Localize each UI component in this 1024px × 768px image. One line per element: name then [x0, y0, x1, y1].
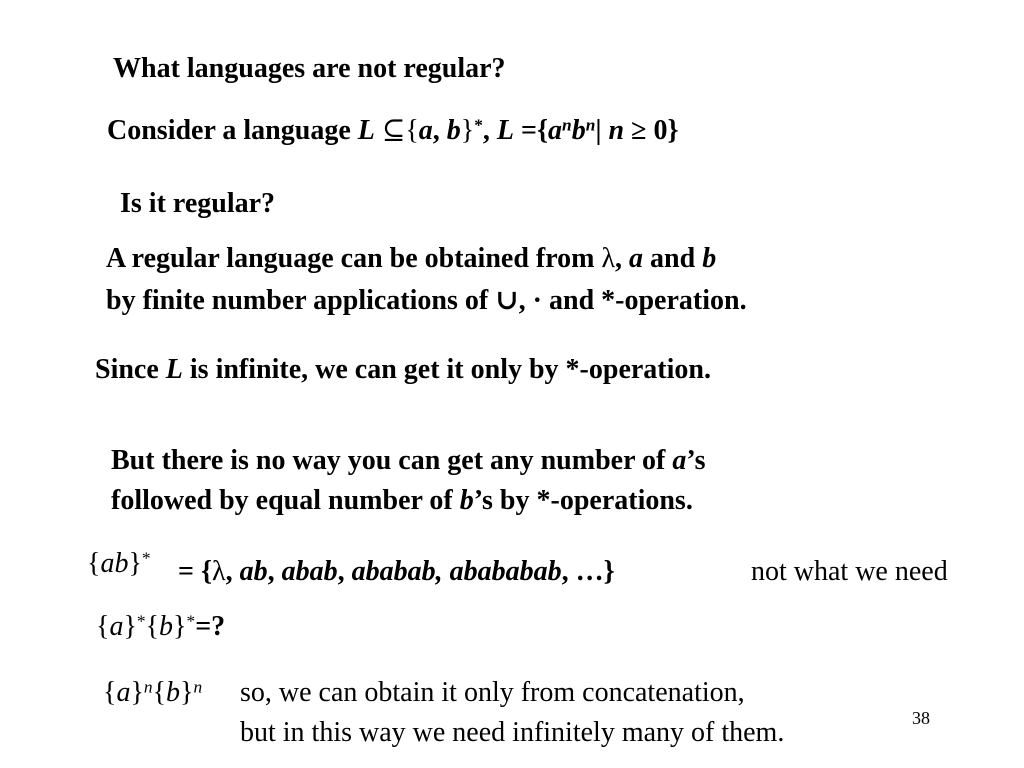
separator: , — [482, 115, 497, 146]
since-line — [95, 356, 711, 384]
kleene-star: * — [141, 548, 151, 568]
symbol-b: b — [446, 115, 461, 146]
variable-n: n — [608, 115, 625, 146]
concatenation-line-1: so, we can obtain it only from concatenation, — [240, 677, 745, 708]
symbol-a: a — [418, 115, 433, 146]
a-n-b-n-expression — [103, 679, 202, 707]
kleene-star: * — [474, 115, 483, 135]
comma: , — [337, 556, 352, 587]
brace-close: } — [130, 677, 144, 708]
exponent-n: n — [143, 677, 153, 697]
symbol-a: a — [672, 445, 687, 476]
question-line: Is it regular? — [120, 188, 276, 219]
kleene-star: * — [186, 611, 196, 631]
such-that-bar: | — [595, 115, 609, 146]
lambda-symbol: λ — [601, 243, 616, 274]
symbol-b: b — [159, 611, 174, 642]
brace-open: { — [152, 677, 167, 708]
symbol-a: a — [629, 243, 644, 274]
slide-title: What languages are not regular? — [113, 53, 506, 84]
brace-open: { — [145, 611, 160, 642]
but-prefix: But there is no way you can get any number of — [111, 445, 673, 476]
brace-open: { — [405, 115, 419, 146]
brace-close: } — [123, 611, 137, 642]
brace-close: } — [128, 548, 142, 579]
brace-close: } — [180, 677, 194, 708]
page-number: 38 — [912, 708, 930, 728]
equals-brace: = { — [178, 556, 212, 587]
ab-star-expansion — [178, 558, 615, 586]
symbol-b: b — [459, 485, 474, 516]
brace-open: { — [103, 677, 117, 708]
brace-close: } — [173, 611, 187, 642]
followed-suffix: ’s by *-operations. — [473, 485, 693, 516]
possessive: ’s — [686, 445, 706, 476]
comma: , — [432, 115, 447, 146]
comma: , — [225, 556, 240, 587]
condition: ≥ 0} — [624, 115, 679, 146]
words-ababab-abababab: ababab, abababab — [351, 556, 562, 587]
word-ab: ab — [239, 556, 268, 587]
symbol-a: a — [548, 115, 563, 146]
concatenation-line-2: but in this way we need infinitely many of them. — [240, 717, 785, 748]
language-symbol-L: L — [496, 115, 515, 146]
definition-prefix: A regular language can be obtained from — [106, 243, 602, 274]
set-builder-open: ={ — [514, 115, 549, 146]
symbol-b: b — [166, 677, 181, 708]
regular-definition-line-2: by finite number applications of ∪, · and *-operation. — [106, 285, 747, 316]
ellipsis-close: , …} — [561, 556, 615, 587]
symbol-b: b — [571, 115, 586, 146]
a-star-b-star-expression — [96, 613, 225, 641]
and-word: and — [643, 243, 703, 274]
comma: , — [615, 243, 630, 274]
symbol-b: b — [702, 243, 717, 274]
brace-close: } — [460, 115, 475, 146]
word-ab: ab — [100, 548, 129, 579]
kleene-star: * — [136, 611, 146, 631]
consider-prefix: Consider a language — [107, 115, 358, 146]
language-symbol-L: L — [357, 115, 375, 146]
exponent-n: n — [193, 677, 203, 697]
not-what-we-need-note: not what we need — [751, 556, 948, 587]
followed-prefix: followed by equal number of — [111, 485, 460, 516]
symbol-a: a — [116, 677, 131, 708]
since-suffix: is infinite, we can get it only by *-operation. — [182, 354, 711, 385]
since-prefix: Since — [95, 354, 166, 385]
language-symbol-L: L — [165, 354, 183, 385]
comma: , — [267, 556, 282, 587]
but-line-1 — [111, 447, 706, 475]
ab-star-expression — [87, 550, 151, 578]
subset-symbol: ⊆ — [381, 115, 406, 146]
exponent-n: n — [562, 115, 572, 135]
brace-open: { — [96, 611, 110, 642]
exponent-n: n — [585, 115, 596, 135]
language-definition-line — [107, 117, 679, 145]
regular-definition-line-1 — [106, 245, 716, 273]
brace-open: { — [87, 548, 101, 579]
word-abab: abab — [281, 556, 338, 587]
symbol-a: a — [109, 611, 124, 642]
lambda-symbol: λ — [212, 556, 226, 587]
equals-question: =? — [195, 611, 226, 642]
but-line-2 — [111, 487, 693, 515]
